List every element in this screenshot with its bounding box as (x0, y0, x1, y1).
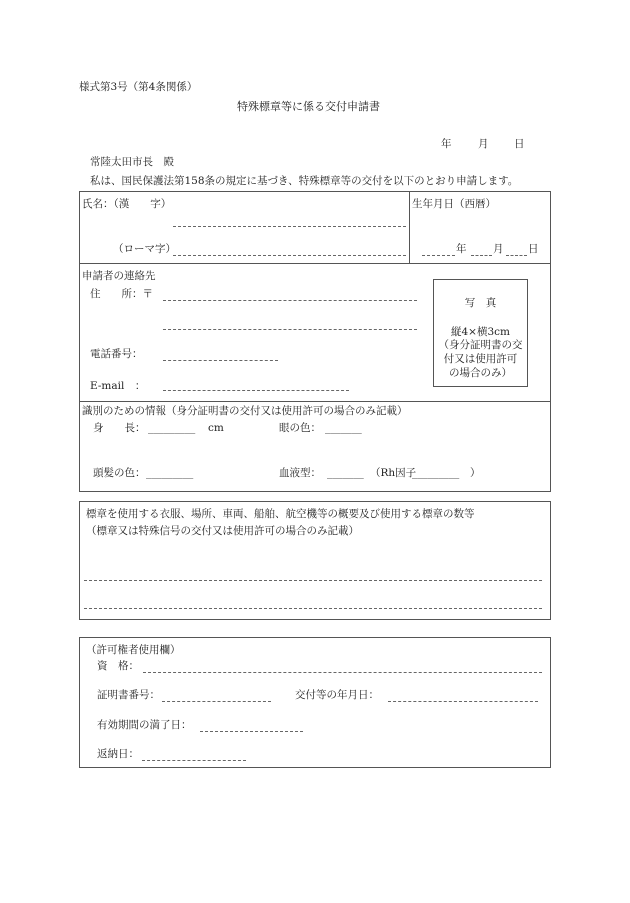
row-divider-1 (79, 263, 551, 264)
authority-box (79, 637, 551, 768)
statement: 私は、国民保護法第158条の規定に基づき、特殊標章等の交付を以下のとおり申請します。 (90, 175, 519, 187)
name-romaji-field[interactable] (173, 255, 406, 256)
eye-color-field[interactable]: _______ (325, 422, 362, 434)
address-field-1[interactable] (163, 300, 417, 301)
usage-field-1[interactable] (84, 580, 542, 581)
photo-title: 写 真 (464, 297, 497, 309)
certificate-number-label: 証明書番号： (97, 689, 160, 701)
name-romaji-label: （ローマ字） (113, 243, 176, 255)
hair-color-field[interactable]: _________ (146, 467, 194, 479)
date-month-label: 月 (478, 138, 489, 150)
photo-box (433, 279, 528, 387)
address-label: 住 所：〒 (90, 288, 153, 300)
usage-description-line-2: （標章又は特殊信号の交付又は使用許可の場合のみ記載） (86, 525, 359, 537)
identification-heading: 識別のための情報（身分証明書の交付又は使用許可の場合のみ記載） (82, 405, 408, 417)
photo-note-line-3: の場合のみ） (449, 366, 512, 379)
addressee: 常陸太田市長 殿 (90, 156, 174, 168)
rh-factor-field[interactable]: _________ (412, 467, 460, 479)
blood-type-field[interactable]: _______ (327, 467, 364, 479)
eye-color-label: 眼の色： (279, 422, 321, 434)
date-day-label: 日 (514, 138, 525, 150)
qualification-label: 資 格： (97, 660, 139, 672)
phone-label: 電話番号： (90, 348, 143, 360)
birth-day-unit: 日 (528, 243, 539, 255)
date-year-label: 年 (441, 138, 452, 150)
issue-date-label: 交付等の年月日： (295, 689, 379, 701)
issue-date-field[interactable] (388, 701, 538, 702)
height-unit: cm (208, 422, 224, 434)
name-kanji-field[interactable] (173, 226, 406, 227)
blood-type-label: 血液型： (279, 467, 321, 479)
email-field[interactable] (163, 390, 349, 391)
birthdate-label: 生年月日（西暦） (412, 198, 496, 210)
hair-color-label: 頭髪の色： (93, 467, 146, 479)
usage-description-line-1: 標章を使用する衣服、場所、車両、船舶、航空機等の概要及び使用する標章の数等 (86, 508, 475, 520)
photo-note-line-1: （身分証明書の交 (438, 339, 523, 352)
birth-month-unit: 月 (493, 243, 504, 255)
height-field[interactable]: _________ (148, 422, 196, 434)
form-number: 様式第3号（第4条関係） (79, 81, 198, 93)
birth-year-unit: 年 (456, 243, 467, 255)
expiry-date-label: 有効期間の満了日： (97, 719, 192, 731)
address-field-2[interactable] (163, 329, 417, 330)
usage-field-2[interactable] (84, 608, 542, 609)
photo-size: 縦4×横3cm (451, 325, 510, 338)
rh-factor-label: （Rh因子 (370, 467, 417, 479)
expiry-date-field[interactable] (200, 731, 303, 732)
birth-month-field[interactable] (471, 255, 492, 256)
return-date-label: 返納日： (97, 748, 139, 760)
certificate-number-field[interactable] (162, 701, 271, 702)
authority-heading: （許可権者使用欄） (86, 644, 181, 656)
birth-year-field[interactable] (422, 255, 455, 256)
rh-factor-close: ） (470, 467, 481, 479)
name-kanji-label: 氏名：（漢 字） (82, 198, 172, 210)
phone-field[interactable] (163, 360, 278, 361)
email-label: E-mail ： (90, 380, 146, 392)
row-divider-2 (79, 401, 551, 402)
photo-note-line-2: 付又は使用許可 (443, 352, 518, 365)
return-date-field[interactable] (142, 760, 246, 761)
qualification-field[interactable] (143, 672, 542, 673)
height-label: 身 長： (93, 422, 146, 434)
birth-day-field[interactable] (506, 255, 527, 256)
contact-heading: 申請者の連絡先 (82, 270, 156, 282)
name-birth-divider (409, 191, 410, 263)
form-title: 特殊標章等に係る交付申請書 (237, 100, 380, 113)
